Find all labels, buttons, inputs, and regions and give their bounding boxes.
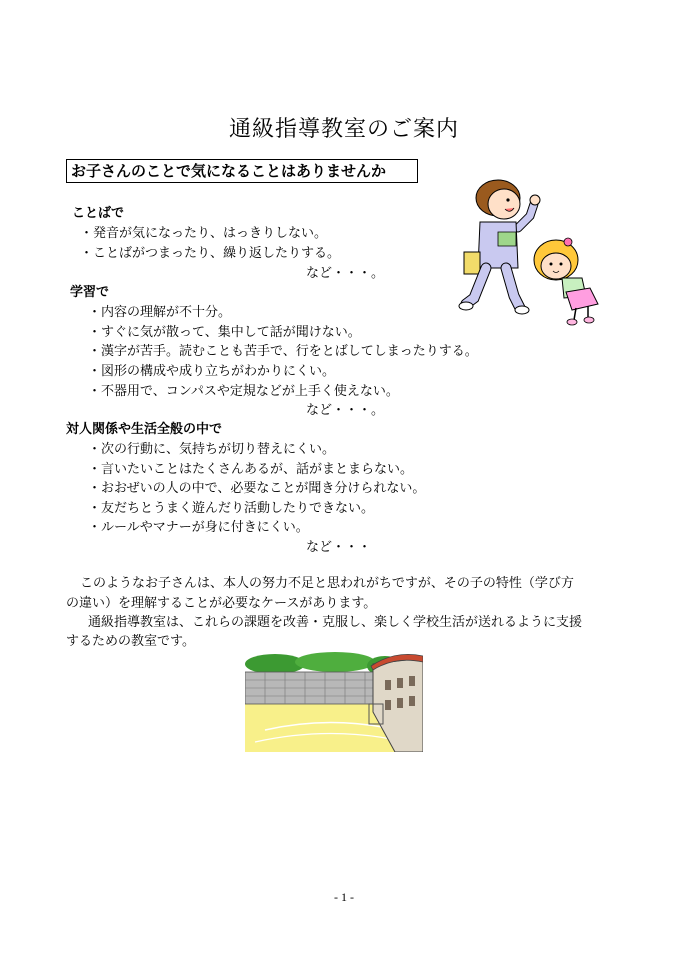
etc-text: など・・・ — [306, 540, 372, 555]
paragraph-line: 通級指導教室は、これらの課題を改善・克服し、楽しく学校生活が送れるように支援 — [88, 615, 583, 630]
page-number: - 1 - — [334, 890, 354, 904]
list-item: ・すぐに気が散って、集中して話が聞けない。 — [88, 325, 361, 340]
boxed-heading: お子さんのことで気になることはありませんか — [66, 159, 418, 183]
list-item: ・図形の構成や成り立ちがわかりにくい。 — [88, 364, 336, 379]
school-illustration — [245, 652, 423, 752]
paragraph-line: の違い）を理解することが必要なケースがあります。 — [66, 596, 377, 611]
list-item: ・言いたいことはたくさんあるが、話がまとまらない。 — [88, 462, 414, 477]
paragraph-line: このようなお子さんは、本人の努力不足と思われがちですが、その子の特性（学び方 — [80, 576, 574, 591]
paragraph-line: するための教室です。 — [66, 634, 195, 649]
list-item: ・ことばがつまったり、繰り返したりする。 — [80, 246, 341, 261]
page-title: 通級指導教室のご案内 — [228, 117, 459, 142]
etc-text: など・・・。 — [306, 266, 385, 281]
list-item: ・友だちとうまく遊んだり活動したりできない。 — [88, 501, 375, 516]
etc-text: など・・・。 — [306, 403, 385, 418]
list-item: ・発音が気になったり、はっきりしない。 — [80, 226, 328, 241]
girl-illustration — [532, 234, 606, 326]
list-item: ・次の行動に、気持ちが切り替えにくい。 — [88, 442, 336, 457]
list-item: ・ルールやマナーが身に付きにくい。 — [88, 520, 309, 535]
section-heading-speech: ことばで — [72, 206, 125, 221]
list-item: ・漢字が苦手。読むことも苦手で、行をとばしてしまったりする。 — [88, 344, 478, 359]
list-item: ・内容の理解が不十分。 — [88, 305, 232, 320]
section-heading-study: 学習で — [70, 285, 110, 300]
list-item: ・おおぜいの人の中で、必要なことが聞き分けられない。 — [88, 481, 426, 496]
section-heading-social: 対人関係や生活全般の中で — [66, 422, 223, 437]
list-item: ・不器用で、コンパスや定規などが上手く使えない。 — [88, 384, 399, 399]
